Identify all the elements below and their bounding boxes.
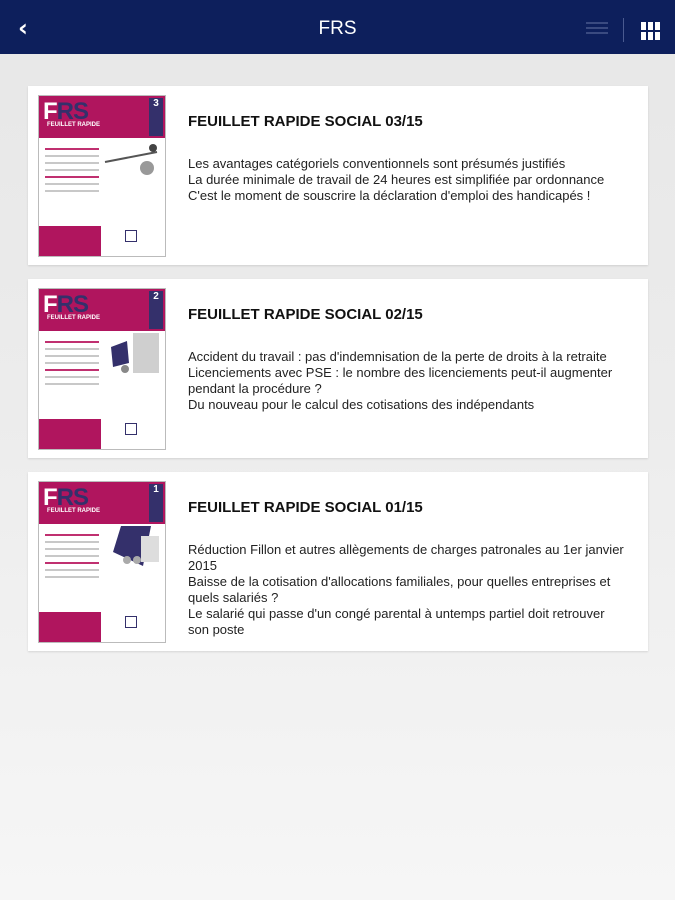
grid-view-icon[interactable]: [641, 22, 661, 40]
issue-cover-thumbnail[interactable]: FRS FEUILLET RAPIDE 2: [38, 288, 166, 450]
list-view-icon[interactable]: [586, 22, 608, 36]
issue-cover-thumbnail[interactable]: FRS FEUILLET RAPIDE 3: [38, 95, 166, 257]
issue-title: FEUILLET RAPIDE SOCIAL 02/15: [188, 306, 423, 323]
issue-summary: Les avantages catégoriels conventionnels sont présumés justifiés La durée minimale de travail de 24 heures est simplifiée par ordonnance C'est le moment de souscrire la déclaration d'emploi des handicapés !: [188, 156, 605, 203]
issue-cover-thumbnail[interactable]: FRS FEUILLET RAPIDE 1: [38, 481, 166, 643]
issue-card[interactable]: [28, 472, 648, 651]
page-title: FRS: [318, 18, 357, 39]
issue-summary: Accident du travail : pas d'indemnisation de la perte de droits à la retraite Licenciements avec PSE : le nombre des licenciements peut-il augmenter pendant la procédure ? Du nouveau pour le calcul des cotisations des indépendants: [188, 349, 613, 412]
app-header: [0, 0, 675, 54]
issue-card[interactable]: [28, 279, 648, 458]
issue-title: FEUILLET RAPIDE SOCIAL 03/15: [188, 113, 423, 130]
chevron-left-icon: ‹: [18, 14, 28, 42]
issue-title: FEUILLET RAPIDE SOCIAL 01/15: [188, 499, 423, 516]
issue-summary: Réduction Fillon et autres allègements de charges patronales au 1er janvier 2015 Baisse de la cotisation d'allocations familiales, pour quelles entreprises et quels salariés ? Le salarié qui passe d'un congé parental à untemps partiel doit retrouver son poste: [188, 542, 624, 637]
toolbar-divider: [623, 18, 624, 42]
issue-card[interactable]: [28, 86, 648, 265]
